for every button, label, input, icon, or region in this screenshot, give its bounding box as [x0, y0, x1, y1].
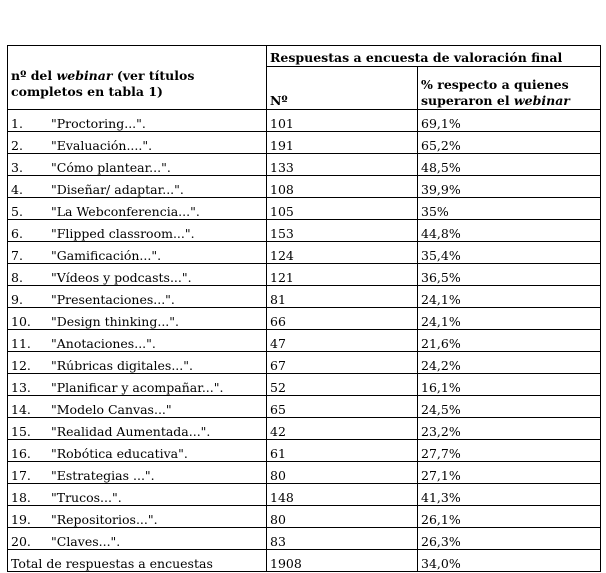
webinar-cell — [8, 352, 267, 374]
webinar-title: "Diseñar/ adaptar...". — [51, 182, 184, 197]
response-count: 121 — [267, 264, 418, 286]
table-row — [8, 528, 601, 550]
response-count: 101 — [267, 110, 418, 132]
webinar-number: 9. — [11, 292, 23, 307]
table-row — [8, 110, 601, 132]
header-count: Nº — [267, 67, 418, 110]
response-percent: 24,5% — [418, 396, 601, 418]
response-count: 124 — [267, 242, 418, 264]
webinar-title: "Evaluación....". — [51, 138, 153, 153]
webinar-cell — [8, 308, 267, 330]
response-count: 52 — [267, 374, 418, 396]
webinar-cell — [8, 176, 267, 198]
webinar-cell — [8, 440, 267, 462]
webinar-title: "Design thinking...". — [51, 314, 179, 329]
response-count: 191 — [267, 132, 418, 154]
webinar-cell — [8, 286, 267, 308]
webinar-cell — [8, 220, 267, 242]
webinar-cell — [8, 418, 267, 440]
table-row — [8, 440, 601, 462]
table-row — [8, 308, 601, 330]
webinar-cell — [8, 396, 267, 418]
response-count: 81 — [267, 286, 418, 308]
webinar-cell — [8, 506, 267, 528]
webinar-title: "Estrategias ...". — [51, 468, 155, 483]
webinar-number: 14. — [11, 402, 31, 417]
webinar-number: 15. — [11, 424, 31, 439]
response-percent: 48,5% — [418, 154, 601, 176]
table-row — [8, 176, 601, 198]
webinar-number: 20. — [11, 534, 31, 549]
webinar-title: "Rúbricas digitales...". — [51, 358, 193, 373]
webinar-cell — [8, 110, 267, 132]
header-row-group — [8, 46, 601, 67]
webinar-cell — [8, 528, 267, 550]
webinar-cell — [8, 484, 267, 506]
webinar-number: 19. — [11, 512, 31, 527]
header-col1-text: nº del — [11, 67, 57, 83]
webinar-number: 10. — [11, 314, 31, 329]
total-label: Total de respuestas a encuestas — [8, 550, 267, 572]
webinar-title: "Anotaciones...". — [51, 336, 156, 351]
webinar-cell — [8, 374, 267, 396]
response-count: 65 — [267, 396, 418, 418]
response-count: 108 — [267, 176, 418, 198]
webinar-title: "Realidad Aumentada...". — [51, 424, 211, 439]
webinar-title: "Robótica educativa". — [51, 446, 188, 461]
header-col1-em: webinar — [56, 67, 113, 83]
table-row — [8, 330, 601, 352]
webinar-title: "Presentaciones...". — [51, 292, 175, 307]
table-row — [8, 374, 601, 396]
webinar-cell — [8, 264, 267, 286]
webinar-number: 1. — [11, 116, 23, 131]
header-col1-rest: (ver títulos completos en tabla 1) — [11, 67, 195, 99]
webinar-cell — [8, 132, 267, 154]
response-count: 83 — [267, 528, 418, 550]
response-count: 148 — [267, 484, 418, 506]
header-percent — [418, 67, 601, 110]
webinar-cell — [8, 330, 267, 352]
webinar-number: 6. — [11, 226, 23, 241]
table-row — [8, 286, 601, 308]
table-row — [8, 132, 601, 154]
webinar-number: 7. — [11, 248, 23, 263]
webinar-number: 12. — [11, 358, 31, 373]
response-count: 66 — [267, 308, 418, 330]
webinar-title: "Claves...". — [51, 534, 121, 549]
webinar-number: 17. — [11, 468, 31, 483]
table-row — [8, 506, 601, 528]
webinar-number: 16. — [11, 446, 31, 461]
response-percent: 44,8% — [418, 220, 601, 242]
webinar-title: "Modelo Canvas..." — [51, 402, 172, 417]
response-count: 153 — [267, 220, 418, 242]
response-count: 42 — [267, 418, 418, 440]
webinar-cell — [8, 462, 267, 484]
webinar-cell — [8, 154, 267, 176]
webinar-title: "Trucos...". — [51, 490, 122, 505]
response-percent: 27,7% — [418, 440, 601, 462]
webinar-title: "Planificar y acompañar...". — [51, 380, 224, 395]
response-count: 80 — [267, 506, 418, 528]
webinar-number: 11. — [11, 336, 31, 351]
header-webinar-number — [8, 46, 267, 110]
total-row — [8, 550, 601, 572]
table-row — [8, 220, 601, 242]
table-row — [8, 418, 601, 440]
webinar-title: "Vídeos y podcasts...". — [51, 270, 192, 285]
header-group-title: Respuestas a encuesta de valoración final — [267, 46, 601, 67]
table-row — [8, 462, 601, 484]
response-percent: 69,1% — [418, 110, 601, 132]
table-row — [8, 198, 601, 220]
webinar-title: "Proctoring...". — [51, 116, 146, 131]
webinar-number: 2. — [11, 138, 23, 153]
response-count: 105 — [267, 198, 418, 220]
response-percent: 16,1% — [418, 374, 601, 396]
response-percent: 36,5% — [418, 264, 601, 286]
webinar-cell — [8, 198, 267, 220]
response-percent: 24,1% — [418, 286, 601, 308]
response-percent: 35% — [418, 198, 601, 220]
response-percent: 39,9% — [418, 176, 601, 198]
response-count: 47 — [267, 330, 418, 352]
webinar-number: 13. — [11, 380, 31, 395]
response-percent: 21,6% — [418, 330, 601, 352]
table-row — [8, 242, 601, 264]
response-count: 133 — [267, 154, 418, 176]
webinar-cell — [8, 242, 267, 264]
webinar-title: "Gamificación...". — [51, 248, 162, 263]
table-row — [8, 264, 601, 286]
total-count: 1908 — [267, 550, 418, 572]
webinar-number: 8. — [11, 270, 23, 285]
survey-table-body — [8, 46, 601, 572]
webinar-number: 3. — [11, 160, 23, 175]
response-percent: 24,2% — [418, 352, 601, 374]
table-row — [8, 396, 601, 418]
webinar-title: "Repositorios...". — [51, 512, 158, 527]
response-count: 61 — [267, 440, 418, 462]
response-percent: 65,2% — [418, 132, 601, 154]
webinar-title: "Flipped classroom...". — [51, 226, 195, 241]
response-count: 80 — [267, 462, 418, 484]
webinar-number: 18. — [11, 490, 31, 505]
response-percent: 35,4% — [418, 242, 601, 264]
header-col3-text: % respecto a quienes superaron el — [421, 77, 569, 108]
response-percent: 41,3% — [418, 484, 601, 506]
header-col3-em: webinar — [513, 93, 570, 108]
response-percent: 23,2% — [418, 418, 601, 440]
table-row — [8, 154, 601, 176]
response-count: 67 — [267, 352, 418, 374]
webinar-number: 5. — [11, 204, 23, 219]
webinar-title: "Cómo plantear...". — [51, 160, 171, 175]
response-percent: 24,1% — [418, 308, 601, 330]
table-row — [8, 352, 601, 374]
table-row — [8, 484, 601, 506]
response-percent: 26,3% — [418, 528, 601, 550]
survey-table — [7, 45, 601, 572]
webinar-number: 4. — [11, 182, 23, 197]
total-percent: 34,0% — [418, 550, 601, 572]
response-percent: 26,1% — [418, 506, 601, 528]
webinar-title: "La Webconferencia...". — [51, 204, 200, 219]
response-percent: 27,1% — [418, 462, 601, 484]
